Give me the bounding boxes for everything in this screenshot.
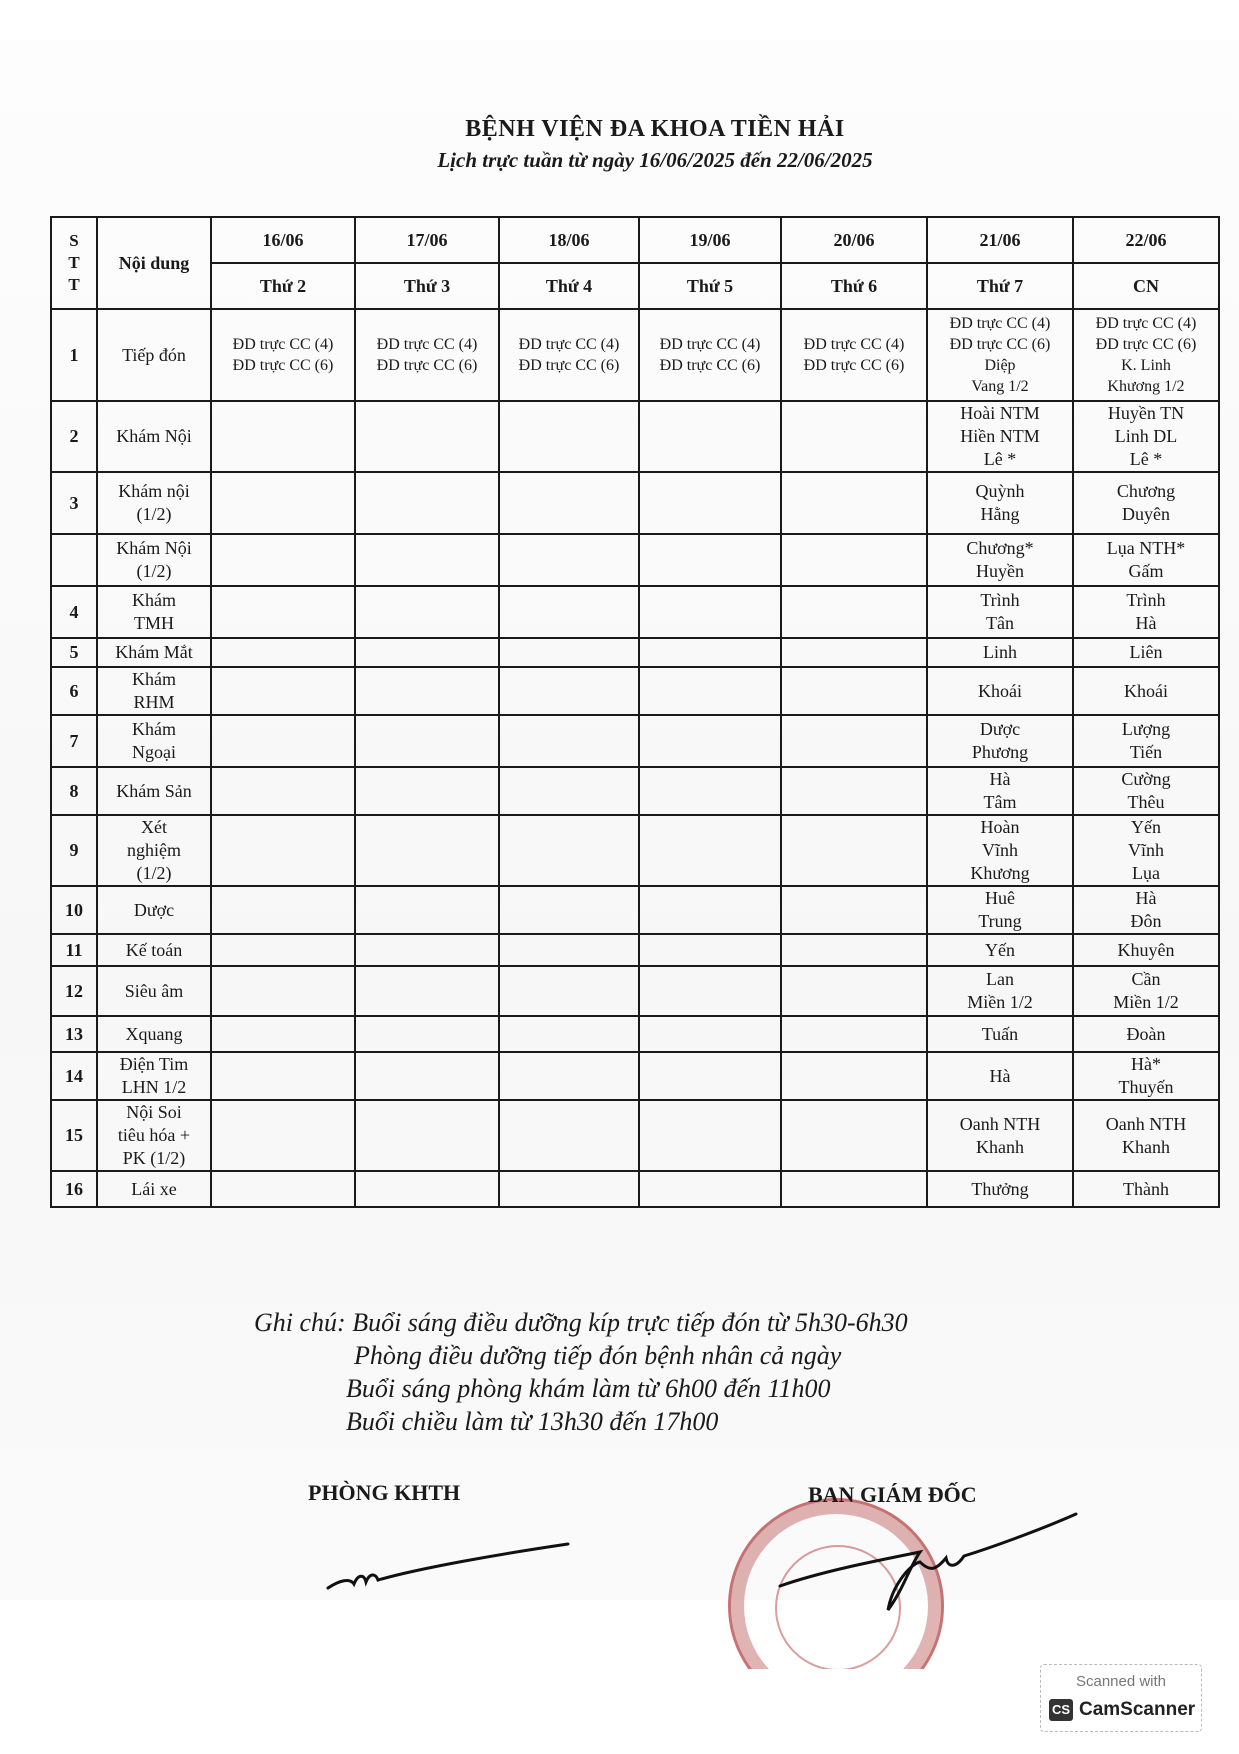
hospital-title: BỆNH VIỆN ĐA KHOA TIỀN HẢI <box>465 116 845 142</box>
schedule-cell <box>355 1100 499 1171</box>
schedule-cell <box>639 1016 781 1052</box>
schedule-cell: Cần Miền 1/2 <box>1073 966 1219 1016</box>
schedule-cell <box>211 586 355 638</box>
schedule-cell: Yến Vĩnh Lụa <box>1073 815 1219 886</box>
schedule-cell: Lan Miền 1/2 <box>927 966 1073 1016</box>
stt-header: S T T <box>51 217 97 309</box>
schedule-cell <box>211 1052 355 1100</box>
content-cell: Siêu âm <box>97 966 211 1016</box>
schedule-cell <box>639 586 781 638</box>
schedule-cell: Đoàn <box>1073 1016 1219 1052</box>
stt-cell: 16 <box>51 1171 97 1207</box>
schedule-cell: ĐD trực CC (4) ĐD trực CC (6) <box>355 309 499 401</box>
schedule-cell <box>781 1016 927 1052</box>
schedule-cell <box>355 886 499 934</box>
schedule-cell: Hà Tâm <box>927 767 1073 815</box>
schedule-cell: Tuấn <box>927 1016 1073 1052</box>
schedule-cell <box>781 815 927 886</box>
schedule-cell <box>355 767 499 815</box>
stt-cell: 7 <box>51 715 97 767</box>
schedule-cell <box>781 534 927 586</box>
weekday-header: Thứ 2 <box>211 263 355 309</box>
header-weekdays-row <box>51 263 1219 309</box>
table-row <box>51 534 1219 586</box>
schedule-cell <box>499 586 639 638</box>
schedule-cell <box>639 472 781 534</box>
table-row <box>51 1016 1219 1052</box>
table-row <box>51 815 1219 886</box>
date-header: 17/06 <box>355 217 499 263</box>
schedule-cell <box>355 934 499 966</box>
schedule-cell <box>781 1052 927 1100</box>
note-line: Ghi chú: Buổi sáng điều dưỡng kíp trực tiếp đón từ 5h30-6h30 <box>254 1308 908 1337</box>
schedule-cell <box>499 886 639 934</box>
schedule-cell <box>639 667 781 715</box>
content-cell: Nội Soi tiêu hóa + PK (1/2) <box>97 1100 211 1171</box>
stt-cell: 6 <box>51 667 97 715</box>
schedule-cell <box>355 534 499 586</box>
table-row <box>51 934 1219 966</box>
schedule-cell <box>499 1016 639 1052</box>
schedule-cell <box>211 715 355 767</box>
content-cell: Kế toán <box>97 934 211 966</box>
signature-label-left: PHÒNG KHTH <box>308 1480 461 1505</box>
table-row <box>51 638 1219 667</box>
schedule-cell: Khoái <box>1073 667 1219 715</box>
stt-cell: 10 <box>51 886 97 934</box>
content-cell: Lái xe <box>97 1171 211 1207</box>
weekday-header: Thứ 5 <box>639 263 781 309</box>
schedule-cell <box>211 534 355 586</box>
schedule-cell <box>355 1052 499 1100</box>
schedule-body <box>51 309 1219 1207</box>
schedule-cell <box>355 966 499 1016</box>
schedule-cell: ĐD trực CC (4) ĐD trực CC (6) <box>639 309 781 401</box>
schedule-cell: Yến <box>927 934 1073 966</box>
schedule-cell: ĐD trực CC (4) ĐD trực CC (6) <box>781 309 927 401</box>
schedule-cell <box>499 534 639 586</box>
schedule-cell <box>781 886 927 934</box>
schedule-cell: Quỳnh Hằng <box>927 472 1073 534</box>
schedule-cell: ĐD trực CC (4) ĐD trực CC (6) K. Linh Khương 1/2 <box>1073 309 1219 401</box>
schedule-cell: Huyền TN Linh DL Lê * <box>1073 401 1219 472</box>
note-line: Buổi chiều làm từ 13h30 đến 17h00 <box>346 1407 719 1436</box>
date-header: 18/06 <box>499 217 639 263</box>
note-line: Buổi sáng phòng khám làm từ 6h00 đến 11h00 <box>346 1374 831 1403</box>
schedule-cell <box>639 934 781 966</box>
content-cell: Khám Nội <box>97 401 211 472</box>
schedule-cell <box>355 472 499 534</box>
schedule-cell: Thành <box>1073 1171 1219 1207</box>
schedule-cell <box>639 638 781 667</box>
schedule-cell: Hà* Thuyến <box>1073 1052 1219 1100</box>
content-cell: Xét nghiệm (1/2) <box>97 815 211 886</box>
schedule-cell: Hoàn Vĩnh Khương <box>927 815 1073 886</box>
content-cell: Điện Tim LHN 1/2 <box>97 1052 211 1100</box>
schedule-cell: Liên <box>1073 638 1219 667</box>
weekday-header: Thứ 4 <box>499 263 639 309</box>
schedule-cell: Thưởng <box>927 1171 1073 1207</box>
camscanner-badge <box>1040 1664 1202 1732</box>
table-row <box>51 1100 1219 1171</box>
schedule-cell <box>355 1171 499 1207</box>
schedule-cell: ĐD trực CC (4) ĐD trực CC (6) <box>211 309 355 401</box>
stt-cell: 13 <box>51 1016 97 1052</box>
schedule-cell <box>781 472 927 534</box>
stt-cell: 4 <box>51 586 97 638</box>
stt-cell: 11 <box>51 934 97 966</box>
schedule-cell <box>211 934 355 966</box>
schedule-cell: Lụa NTH* Gấm <box>1073 534 1219 586</box>
stt-cell: 3 <box>51 472 97 534</box>
schedule-cell <box>211 1016 355 1052</box>
date-header: 20/06 <box>781 217 927 263</box>
schedule-cell <box>211 1100 355 1171</box>
schedule-cell <box>499 401 639 472</box>
table-row <box>51 1052 1219 1100</box>
schedule-cell <box>639 966 781 1016</box>
schedule-cell <box>499 715 639 767</box>
badge-brand: CamScanner <box>1079 1699 1196 1720</box>
stt-cell: 9 <box>51 815 97 886</box>
schedule-cell <box>211 472 355 534</box>
schedule-cell: Trình Hà <box>1073 586 1219 638</box>
schedule-cell <box>639 1052 781 1100</box>
table-row <box>51 586 1219 638</box>
table-row <box>51 715 1219 767</box>
content-cell: Khám TMH <box>97 586 211 638</box>
schedule-cell <box>355 401 499 472</box>
schedule-cell: Cường Thêu <box>1073 767 1219 815</box>
schedule-cell: Lượng Tiến <box>1073 715 1219 767</box>
schedule-cell <box>355 586 499 638</box>
schedule-cell <box>211 401 355 472</box>
content-cell: Khám RHM <box>97 667 211 715</box>
weekday-header: Thứ 3 <box>355 263 499 309</box>
content-cell: Khám Nội (1/2) <box>97 534 211 586</box>
schedule-cell: Dược Phương <box>927 715 1073 767</box>
schedule-cell <box>211 667 355 715</box>
schedule-cell <box>781 966 927 1016</box>
schedule-cell <box>499 966 639 1016</box>
schedule-cell <box>639 534 781 586</box>
table-row <box>51 472 1219 534</box>
duty-schedule-table <box>50 216 1220 1208</box>
schedule-cell <box>355 1016 499 1052</box>
schedule-cell <box>211 886 355 934</box>
stt-cell: 5 <box>51 638 97 667</box>
stt-cell: 1 <box>51 309 97 401</box>
schedule-cell: Hoài NTM Hiền NTM Lê * <box>927 401 1073 472</box>
stt-cell: 2 <box>51 401 97 472</box>
schedule-cell <box>355 815 499 886</box>
schedule-cell <box>499 1052 639 1100</box>
table-row <box>51 401 1219 472</box>
table-row <box>51 309 1219 401</box>
schedule-subtitle: Lịch trực tuần từ ngày 16/06/2025 đến 22/06/2025 <box>437 148 873 172</box>
schedule-cell <box>355 667 499 715</box>
stt-cell: 12 <box>51 966 97 1016</box>
schedule-cell: ĐD trực CC (4) ĐD trực CC (6) <box>499 309 639 401</box>
weekday-header: CN <box>1073 263 1219 309</box>
schedule-cell: Huê Trung <box>927 886 1073 934</box>
schedule-cell <box>211 638 355 667</box>
notes-block <box>254 1306 908 1438</box>
schedule-cell <box>211 1171 355 1207</box>
date-header: 21/06 <box>927 217 1073 263</box>
content-cell: Khám Ngoại <box>97 715 211 767</box>
schedule-cell <box>499 638 639 667</box>
stt-cell <box>51 534 97 586</box>
signature-right-icon <box>760 1506 1100 1626</box>
schedule-cell <box>781 401 927 472</box>
header-dates-row <box>51 217 1219 263</box>
stt-cell: 15 <box>51 1100 97 1171</box>
schedule-cell <box>639 1171 781 1207</box>
weekday-header: Thứ 6 <box>781 263 927 309</box>
schedule-cell: Khuyên <box>1073 934 1219 966</box>
schedule-cell: Oanh NTH Khanh <box>1073 1100 1219 1171</box>
table-row <box>51 1171 1219 1207</box>
schedule-cell <box>781 934 927 966</box>
schedule-cell <box>499 472 639 534</box>
schedule-cell <box>211 966 355 1016</box>
table-row <box>51 767 1219 815</box>
stt-cell: 14 <box>51 1052 97 1100</box>
schedule-cell <box>781 1100 927 1171</box>
content-cell: Khám nội (1/2) <box>97 472 211 534</box>
schedule-cell <box>639 815 781 886</box>
schedule-cell: Oanh NTH Khanh <box>927 1100 1073 1171</box>
schedule-cell <box>781 715 927 767</box>
schedule-cell <box>781 667 927 715</box>
content-cell: Khám Mắt <box>97 638 211 667</box>
content-cell: Dược <box>97 886 211 934</box>
schedule-cell <box>211 767 355 815</box>
schedule-cell: Chương* Huyền <box>927 534 1073 586</box>
schedule-cell <box>499 767 639 815</box>
schedule-cell <box>781 767 927 815</box>
date-header: 22/06 <box>1073 217 1219 263</box>
schedule-cell: Hà <box>927 1052 1073 1100</box>
stt-cell: 8 <box>51 767 97 815</box>
content-header: Nội dung <box>97 217 211 309</box>
schedule-cell <box>781 586 927 638</box>
table-row <box>51 667 1219 715</box>
schedule-cell: Hà Đôn <box>1073 886 1219 934</box>
schedule-cell <box>781 1171 927 1207</box>
schedule-cell <box>639 401 781 472</box>
schedule-cell <box>781 638 927 667</box>
schedule-cell: Trình Tân <box>927 586 1073 638</box>
signature-left-icon <box>320 1518 580 1598</box>
schedule-cell <box>355 638 499 667</box>
schedule-cell <box>639 886 781 934</box>
content-cell: Xquang <box>97 1016 211 1052</box>
schedule-cell <box>499 1100 639 1171</box>
schedule-cell <box>499 815 639 886</box>
schedule-cell <box>499 667 639 715</box>
schedule-cell <box>499 934 639 966</box>
schedule-cell <box>499 1171 639 1207</box>
schedule-cell <box>211 815 355 886</box>
camscanner-logo-icon: CS <box>1049 1699 1073 1721</box>
schedule-cell <box>355 715 499 767</box>
weekday-header: Thứ 7 <box>927 263 1073 309</box>
date-header: 16/06 <box>211 217 355 263</box>
schedule-cell: ĐD trực CC (4) ĐD trực CC (6) Diệp Vang 1/2 <box>927 309 1073 401</box>
signature-label-right: BAN GIÁM ĐỐC <box>808 1482 977 1507</box>
badge-caption: Scanned with <box>1075 1673 1167 1690</box>
content-cell: Khám Sản <box>97 767 211 815</box>
schedule-cell <box>639 715 781 767</box>
schedule-cell: Khoái <box>927 667 1073 715</box>
content-cell: Tiếp đón <box>97 309 211 401</box>
table-row <box>51 886 1219 934</box>
table-row <box>51 966 1219 1016</box>
schedule-cell <box>639 767 781 815</box>
schedule-cell <box>639 1100 781 1171</box>
note-line: Phòng điều dưỡng tiếp đón bệnh nhân cả ngày <box>354 1341 842 1370</box>
schedule-cell: Linh <box>927 638 1073 667</box>
date-header: 19/06 <box>639 217 781 263</box>
schedule-cell: Chương Duyên <box>1073 472 1219 534</box>
